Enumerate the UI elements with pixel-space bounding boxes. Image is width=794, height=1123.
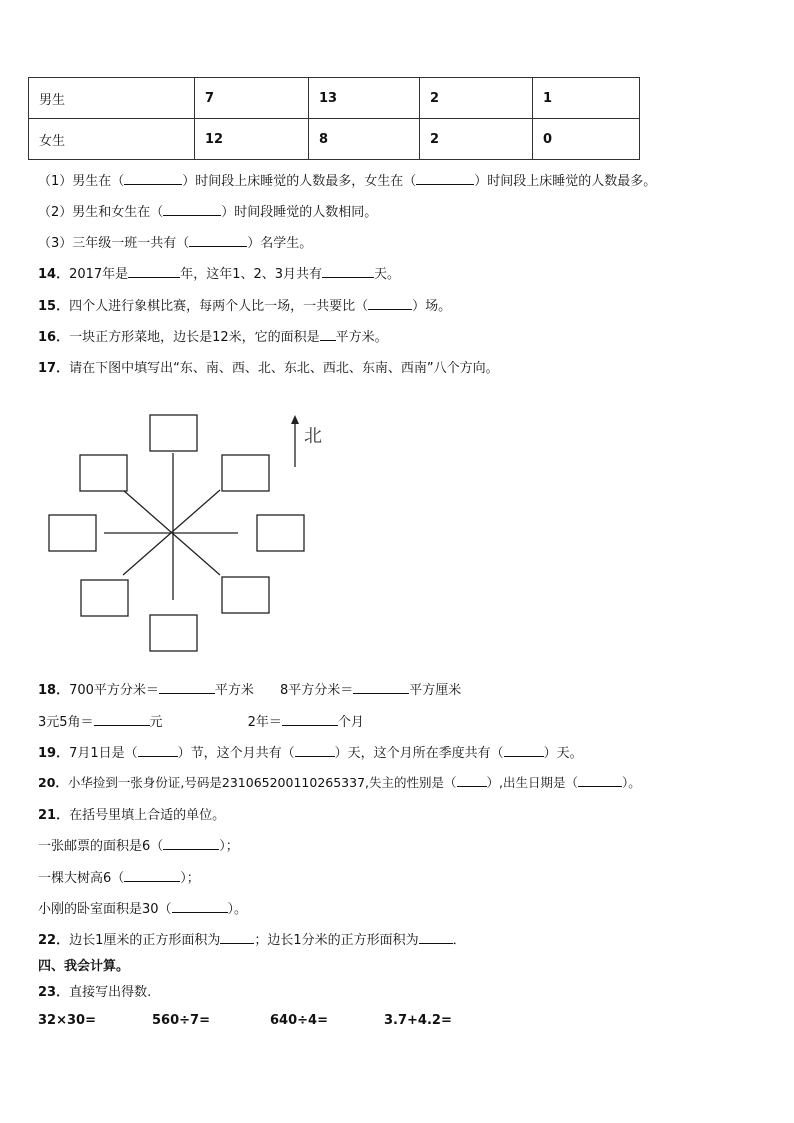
table-cell: 13 <box>309 78 420 119</box>
southeast-box[interactable] <box>222 577 269 613</box>
west-box[interactable] <box>49 515 96 551</box>
answer-blank[interactable] <box>138 744 178 757</box>
answer-blank[interactable] <box>189 234 247 247</box>
question-17: 17．请在下图中填写出“东、南、西、北、东北、西北、东南、西南”八个方向。 <box>38 361 499 376</box>
table-cell: 8 <box>309 119 420 160</box>
q13-part2: （2）男生和女生在（ ）时间段睡觉的人数相同。 <box>38 205 378 220</box>
answer-blank[interactable] <box>320 328 336 341</box>
table-cell: 0 <box>533 119 640 160</box>
southwest-box[interactable] <box>81 580 128 616</box>
table-cell: 7 <box>195 78 309 119</box>
answer-blank[interactable] <box>163 837 219 850</box>
answer-blank[interactable] <box>282 713 338 726</box>
question-23: 23．直接写出得数. <box>38 985 152 1000</box>
answer-blank[interactable] <box>416 172 474 185</box>
q13-part1: （1）男生在（ ）时间段上床睡觉的人数最多，女生在（ ）时间段上床睡觉的人数最多。 <box>38 174 657 189</box>
answer-blank[interactable] <box>220 931 254 944</box>
table-cell: 1 <box>533 78 640 119</box>
answer-blank[interactable] <box>172 900 228 913</box>
question-21: 21．在括号里填上合适的单位。 <box>38 808 226 823</box>
northeast-box[interactable] <box>222 455 269 491</box>
question-19: 19．7月1日是（ ）节，这个月共有（ ）天，这个月所在季度共有（ ）天。 <box>38 746 583 761</box>
table-cell: 12 <box>195 119 309 160</box>
row-label: 男生 <box>29 78 195 119</box>
east-box[interactable] <box>257 515 304 551</box>
question-22: 22．边长1厘米的正方形面积为 ；边长1分米的正方形面积为 ． <box>38 933 466 948</box>
q21-line3: 小刚的卧室面积是30（ ）。 <box>38 902 248 917</box>
question-15: 15．四个人进行象棋比赛，每两个人比一场，一共要比（ ）场。 <box>38 299 452 314</box>
compass-diagram <box>40 405 340 655</box>
north-box[interactable] <box>150 415 197 451</box>
calc-item: 560÷7= <box>152 1013 210 1028</box>
q13-part3: （3）三年级一班一共有（ ）名学生。 <box>38 236 313 251</box>
answer-blank[interactable] <box>578 774 622 787</box>
question-20: 20．小华捡到一张身份证,号码是231065200110265337,失主的性别是（ ）,出生日期是（ ）。 <box>38 775 641 790</box>
answer-blank[interactable] <box>163 203 221 216</box>
answer-blank[interactable] <box>322 265 374 278</box>
south-box[interactable] <box>150 615 197 651</box>
answer-blank[interactable] <box>295 744 335 757</box>
answer-blank[interactable] <box>124 172 182 185</box>
q23-items <box>38 1013 452 1028</box>
calc-item: 3.7+4.2= <box>384 1013 452 1028</box>
q21-line2: 一棵大树高6（ ）； <box>38 871 200 886</box>
answer-blank[interactable] <box>94 713 150 726</box>
answer-blank[interactable] <box>159 681 215 694</box>
answer-blank[interactable] <box>457 774 487 787</box>
answer-blank[interactable] <box>504 744 544 757</box>
table-row <box>29 78 640 119</box>
calc-item: 640÷4= <box>270 1013 328 1028</box>
sleep-time-table <box>28 77 640 160</box>
north-label: 北 <box>304 426 322 447</box>
question-14: 14．2017年是 年，这年1、2、3月共有 天。 <box>38 267 401 282</box>
table-cell: 2 <box>420 119 533 160</box>
answer-blank[interactable] <box>368 297 412 310</box>
answer-blank[interactable] <box>124 869 180 882</box>
answer-blank[interactable] <box>419 931 453 944</box>
answer-blank[interactable] <box>128 265 180 278</box>
question-18-line2: 3元5角＝ 元 2年＝ 个月 <box>38 715 364 730</box>
northwest-box[interactable] <box>80 455 127 491</box>
answer-blank[interactable] <box>353 681 409 694</box>
north-arrow-icon <box>291 415 299 467</box>
row-label: 女生 <box>29 119 195 160</box>
table-cell: 2 <box>420 78 533 119</box>
q21-line1: 一张邮票的面积是6（ ）； <box>38 839 239 854</box>
question-16: 16．一块正方形菜地，边长是12米，它的面积是 平方米。 <box>38 330 388 345</box>
question-18-line1: 18．700平方分米＝ 平方米 8平方分米＝ 平方厘米 <box>38 683 462 698</box>
table-row <box>29 119 640 160</box>
calc-item: 32×30= <box>38 1013 96 1028</box>
section-4-title: 四、我会计算。 <box>38 959 130 974</box>
